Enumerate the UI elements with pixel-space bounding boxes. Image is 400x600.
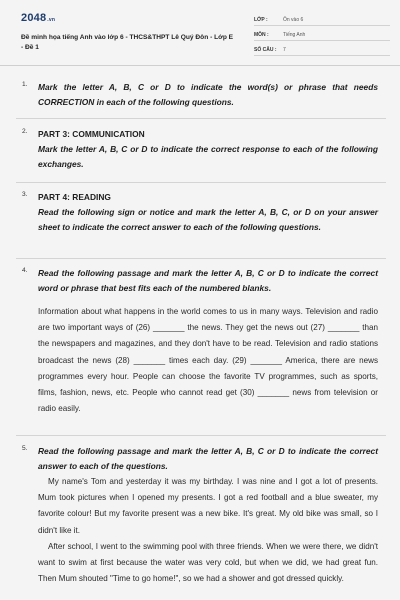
question-number: 3. [22,191,28,198]
question-instruction: Read the following sign or notice and mark the letter A, B, C, or D on your answer sheet to indicate the correct answer to each of the following questions. [38,207,378,232]
reading-paragraph [38,539,378,588]
meta-key: MÔN : [254,32,269,38]
reading-paragraph [38,474,378,539]
part-heading: PART 4: READING [38,192,111,202]
question-instruction: Mark the letter A, B, C or D to indicate the word(s) or phrase that needs CORRECTION in each of the following questions. [38,82,378,107]
meta-key: SỐ CÂU : [254,47,277,53]
question-number: 1. [22,81,28,88]
meta-value: Ôn vào 6 [283,17,304,23]
meta-row-count [254,44,390,56]
meta-row-class [254,14,390,26]
site-logo[interactable] [21,12,55,24]
meta-key: LỚP : [254,17,268,23]
question-instruction: Read the following passage and mark the letter A, B, C or D to indicate the correct answer to each of the questions. [38,446,378,471]
divider [16,258,386,259]
meta-row-subject [254,29,390,41]
logo-suffix: .vn [47,17,56,23]
divider [16,435,386,436]
paragraph-text: After school, I went to the swimming pool with three friends. When we were there, we didn't want to swim at first because the water was very cold, but when we did, we had great fun. Then Mum shouted "Time to go home!", so we had a shower and got dressed quickly. [38,541,378,584]
question-instruction: Mark the letter A, B, C or D to indicate the correct response to each of the following exchanges. [38,144,378,169]
question-number: 2. [22,128,28,135]
exam-title: Đề minh họa tiếng Anh vào lớp 6 - THCS&THPT Lê Quý Đôn - Lớp E - Đề 1 [21,34,234,51]
question-instruction: Read the following passage and mark the letter A, B, C or D to indicate the correct word or phrase that best fits each of the numbered blanks. [38,268,378,293]
question-number: 4. [22,267,28,274]
part-heading: PART 3: COMMUNICATION [38,129,145,139]
paragraph-text: My name's Tom and yesterday it was my birthday. I was nine and I got a lot of presents. Mum took pictures when I opened my presents. I got a red football and a blue sweater, my favorite colour! But my favorite present was a new bike. It's great. My old bike was small, so I didn't like it. [38,477,378,535]
divider [16,118,386,119]
meta-value: Tiếng Anh [283,32,306,38]
header [0,0,400,66]
logo-text: 2048 [21,12,47,24]
meta-value: 7 [283,47,286,53]
question-number: 5. [22,445,28,452]
reading-passage: Information about what happens in the world comes to us in many ways. Television and radio are two important ways of (26) _______ the news. They get the news out (27) _______ than the newspapers and magazines, and they don't have to be read. Television and radio stations broadcast the news (28) _______ times each day. (29) _______ America, there are news programmes every hour. People can choose the favorite TV programmes, such as sports, films, fashion, news, etc. People who cannot read get (30) _______ news from television or radio easily. [38,307,378,414]
divider [16,182,386,183]
